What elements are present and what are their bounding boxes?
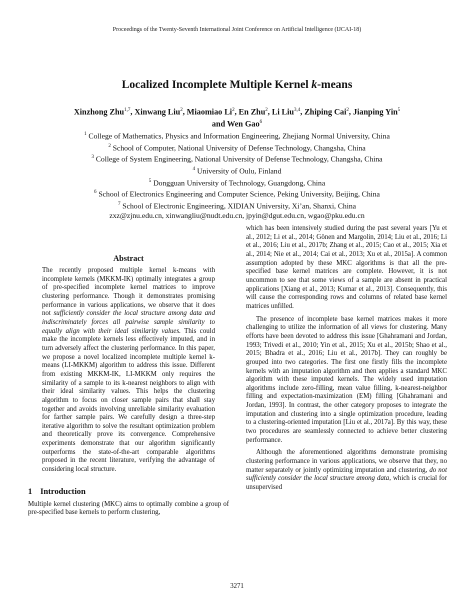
affiliation-sup: 3 xyxy=(91,155,94,161)
section-heading-introduction xyxy=(28,486,229,497)
affiliation-sup: 1 xyxy=(84,132,87,137)
title-suffix: -means xyxy=(317,79,353,91)
body-paragraph: which has been intensively studied during the past several years [Yu et al., 2012; Li et al., 2014; Gönen and Margolin, 2014; Liu et al., 2016; Li et al., 2016; Liu et al., 2017b; Zhang et al., 2015; Cao et al., 2015; Xia et al., 2014; Nie et al., 2014; Cai et al., 2013; Xu et al., 2015a]. A common assumption adopted by these MKC algorithms is that all the pre-specified base kernel matrices are complete. However, it is not uncommon to see that some views of a sample are absent in practical applications [Xiang et al., 2013; Kumar et al., 2013]. Consequently, this will cause the corresponding rows and columns of related base kernel matrices unfilled. xyxy=(246,225,447,310)
affiliation-line xyxy=(0,142,474,154)
affiliation-sup: 5 xyxy=(148,178,152,184)
title-main: Localized Incomplete Multiple Kernel xyxy=(121,79,312,91)
body-text: Although the aforementioned algorithms demonstrate promising clustering performance in various applications, we observe that they, no matter separately or jointly optimizing imputation and clustering, xyxy=(246,449,447,474)
intro-paragraph: Multiple kernel clustering (MKC) aims to optimally combine a group of pre-specified base kernels to perform clustering, xyxy=(28,500,229,517)
author: En Zhu xyxy=(238,107,266,117)
body-emphasis: do not sufficiently consider the local structure among data, xyxy=(246,466,447,483)
abstract-emphasis: sufficiently consider the local structure among data and indiscriminately forces all pairwise sample similarity to equally align with their ideal similarity values. xyxy=(42,310,215,335)
affiliation-text: School of Computer, National University of Defense Technology, Changsha, China xyxy=(112,143,366,153)
affiliation-sup: 4 xyxy=(192,166,196,172)
author-sup: 2 xyxy=(180,108,183,113)
email-line[interactable]: zxz@zjnu.edu.cn, xinwangliu@nudt.edu.cn, jpyin@dgut.edu.cn, wgao@pku.edu.cn xyxy=(109,211,365,221)
affiliation-text: College of System Engineering, National University of Defense Technology, Changsha, China xyxy=(95,154,383,164)
body-text: which is crucial for unsupervised xyxy=(246,475,448,492)
affiliation-text: Dongguan University of Technology, Guangdong, China xyxy=(153,178,326,188)
affiliation-text: College of Mathematics, Physics and Information Engineering, Zhejiang Normal University, China xyxy=(88,131,390,141)
paper-title xyxy=(0,78,474,92)
affiliation-line xyxy=(0,130,474,142)
affiliation-text: University of Oulu, Finland xyxy=(197,166,282,176)
author-sup: 3,4 xyxy=(293,108,301,113)
author: Zhiping Cai xyxy=(304,107,347,117)
abstract-text: The recently proposed multiple kernel k-means with incomplete kernels (MKKM-IK) optimally integrates a group of pre-specified incomplete kernel matrices to improve clustering performance. Though it demonstrates promising performance in various applications, we observe that it does not xyxy=(42,267,215,318)
proceedings-header: Proceedings of the Twenty-Seventh International Joint Conference on Artificial Intelligence (IJCAI-18) xyxy=(112,27,362,33)
author-sup: 2 xyxy=(265,108,268,113)
author: Jianping Yin xyxy=(353,107,398,117)
author: Wen Gao xyxy=(227,119,260,129)
author-list: Xinzhong Zhu$^{1,7}$, Xinwang Liu$^2$, Miaomiao Li$^2$, En Zhu$^2$, Li Liu$^{3,4}$, Zhiping Cai$^2$, Jianping Yin$^5$ and Wen Gao$^6$ xyxy=(73,107,401,129)
left-column xyxy=(28,253,229,518)
body-paragraph: The presence of incomplete base kernel matrices makes it more challenging to utilize the information of all views for clustering. Many efforts have been devoted to address this issue [Ghahramani and Jordan, 1993; Trivedi et al., 2010; Yin et al., 2015; Xu et al., 2015b; Shao et al., 2015; Bhadra et al., 2016; Liu et al., 2017b]. They can roughly be grouped into two categories. The first one firstly fills the incomplete kernels with an imputation algorithm and then applies a standard MKC algorithm with these imputed kernels. The widely used imputation algorithms include zero-filling, mean value filling, k-nearest-neighbor filling and expectation-maximization (EM) filling [Ghahramani and Jordan, 1993]. In contrast, the other category proposes to integrate the imputation and clustering into a single optimization procedure, leading to a clustering-oriented imputation [Liu et al., 2017a]. By this way, these two procedures are seamlessly connected to achieve better clustering performance. xyxy=(246,315,447,444)
right-column xyxy=(246,225,447,493)
section-number: 1 xyxy=(28,486,33,496)
author: Xinwang Liu xyxy=(134,107,181,117)
affiliation-sup: 7 xyxy=(117,201,121,207)
author: Miaomiao Li xyxy=(186,107,233,117)
abstract-text: This could make the incomplete kernels less effectively imputed, and in turn adversely affect the clustering performance. In this paper, we propose a novel localized incomplete multiple kernel k-means (LI-MKKM) algorithm to address this issue. Different from existing MKKM-IK, LI-MKKM only requires the similarity of a sample to its k-nearest neighbors to align with their ideal similarity values. This helps the clustering algorithm to focus on closer sample pairs that shall stay together and avoids involving unreliable similarity evaluation for farther sample pairs. We carefully design a three-step iterative algorithm to solve the resultant optimization problem and theoretically prove its convergence. Comprehensive experiments demonstrate that our algorithm significantly outperforms the state-of-the-art comparable algorithms proposed in the recent literature, verifying the advantage of considering local structure. xyxy=(42,327,216,474)
author-sup: 2 xyxy=(232,108,235,113)
affiliation-line xyxy=(0,200,474,212)
affiliation-line xyxy=(0,153,474,165)
affiliations xyxy=(0,130,474,221)
author-sup: 5 xyxy=(397,108,401,113)
affiliation-line xyxy=(0,165,474,177)
author-sup: 1,7 xyxy=(124,108,131,113)
author: Li Liu xyxy=(271,107,294,117)
affiliation-line xyxy=(0,188,474,200)
affiliation-sup: 2 xyxy=(108,143,111,149)
authors-and: and xyxy=(211,119,226,129)
affiliation-sup: 6 xyxy=(94,190,97,196)
author-sup: 2 xyxy=(346,108,349,113)
author: Xinzhong Zhu xyxy=(73,107,125,117)
section-title: Introduction xyxy=(40,486,86,496)
body-paragraph xyxy=(246,449,447,492)
abstract-heading: Abstract xyxy=(113,254,144,263)
abstract-body xyxy=(42,267,215,475)
affiliation-text: School of Electronic Engineering, XIDIAN University, Xi’an, Shanxi, China xyxy=(122,201,356,211)
page-number: 3271 xyxy=(230,583,244,590)
title-k: k xyxy=(311,79,318,91)
affiliation-line xyxy=(0,177,474,189)
affiliation-text: School of Electronics Engineering and Computer Science, Peking University, Beijing, China xyxy=(98,189,380,199)
author-sup: 6 xyxy=(259,120,263,126)
